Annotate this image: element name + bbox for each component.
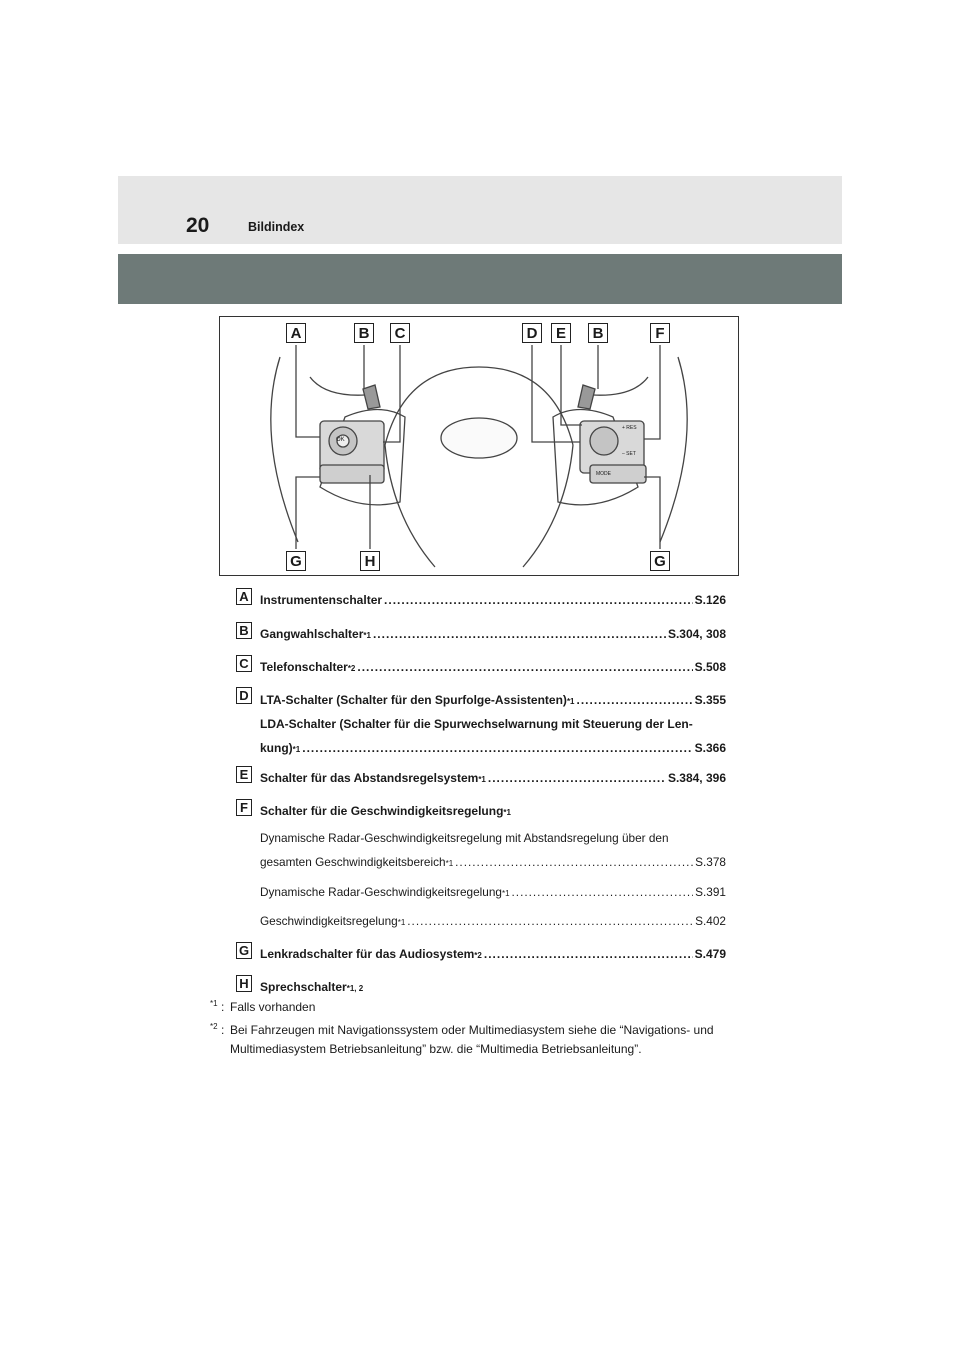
- entry-line: Sprechschalter *1, 2: [260, 980, 364, 994]
- entry-letter: A: [236, 588, 252, 605]
- callout-d: D: [522, 323, 542, 343]
- steering-wheel-illustration: [220, 317, 738, 575]
- res-label: + RES: [622, 425, 637, 431]
- callout-e: E: [551, 323, 571, 343]
- entry-line: LDA-Schalter (Schalter für die Spurwechselwarnung mit Steuerung der Len-: [260, 717, 693, 731]
- entry-letter: F: [236, 799, 252, 816]
- entry-line: Dynamische Radar-Geschwindigkeitsregelung *1 ..... S.391: [260, 885, 726, 899]
- callout-b-right: B: [588, 323, 608, 343]
- page-number: 20: [186, 214, 210, 237]
- callout-g-right: G: [650, 551, 670, 571]
- entry-line: Instrumentenschalter ..... S.126: [260, 593, 726, 607]
- ok-button-label: OK: [336, 437, 345, 443]
- entry-letter: B: [236, 622, 252, 639]
- entry-line: Dynamische Radar-Geschwindigkeitsregelung mit Abstandsregelung über den: [260, 831, 669, 845]
- entry-line: LTA-Schalter (Schalter für den Spurfolge-Assistenten) *1 ..... S.355: [260, 693, 726, 707]
- entry-line: Telefonschalter *2 ..... S.508: [260, 660, 726, 674]
- callout-c: C: [390, 323, 410, 343]
- callout-f: F: [650, 323, 670, 343]
- entry-line: Schalter für das Abstandsregelsystem *1 ..... S.384, 396: [260, 771, 726, 785]
- footnotes: [210, 998, 750, 1059]
- entry-line: gesamten Geschwindigkeitsbereich *1 ..... S.378: [260, 855, 726, 869]
- entry-letter: E: [236, 766, 252, 783]
- entry-line: Schalter für die Geschwindigkeitsregelung *1: [260, 804, 511, 818]
- entry-line: kung) *1 ..... S.366: [260, 741, 726, 755]
- callout-h: H: [360, 551, 380, 571]
- footnote: *1 : Falls vorhanden: [210, 999, 316, 1014]
- header-band: [118, 176, 842, 244]
- callout-g-left: G: [286, 551, 306, 571]
- set-label: – SET: [622, 451, 636, 457]
- steering-wheel-diagram: [219, 316, 739, 576]
- footnote: *2 : Bei Fahrzeugen mit Navigationssystem oder Multimediasystem siehe die “Navigations- und Multimediasystem Betriebsanleitung” bzw. die “Multimedia Betriebsanleitung”.: [210, 1022, 714, 1056]
- callout-a: A: [286, 323, 306, 343]
- entry-letter: C: [236, 655, 252, 672]
- entry-letter: H: [236, 975, 252, 992]
- entry-letter: G: [236, 942, 252, 959]
- entry-letter: D: [236, 687, 252, 704]
- section-title: Bildindex: [248, 220, 305, 234]
- callout-b-left: B: [354, 323, 374, 343]
- entry-line: Gangwahlschalter *1 ..... S.304, 308: [260, 627, 726, 641]
- mode-label: MODE: [596, 471, 611, 477]
- entry-line: Geschwindigkeitsregelung *1 ..... S.402: [260, 914, 726, 928]
- title-bar: [118, 254, 842, 304]
- entry-line: Lenkradschalter für das Audiosystem *2 ..... S.479: [260, 947, 726, 961]
